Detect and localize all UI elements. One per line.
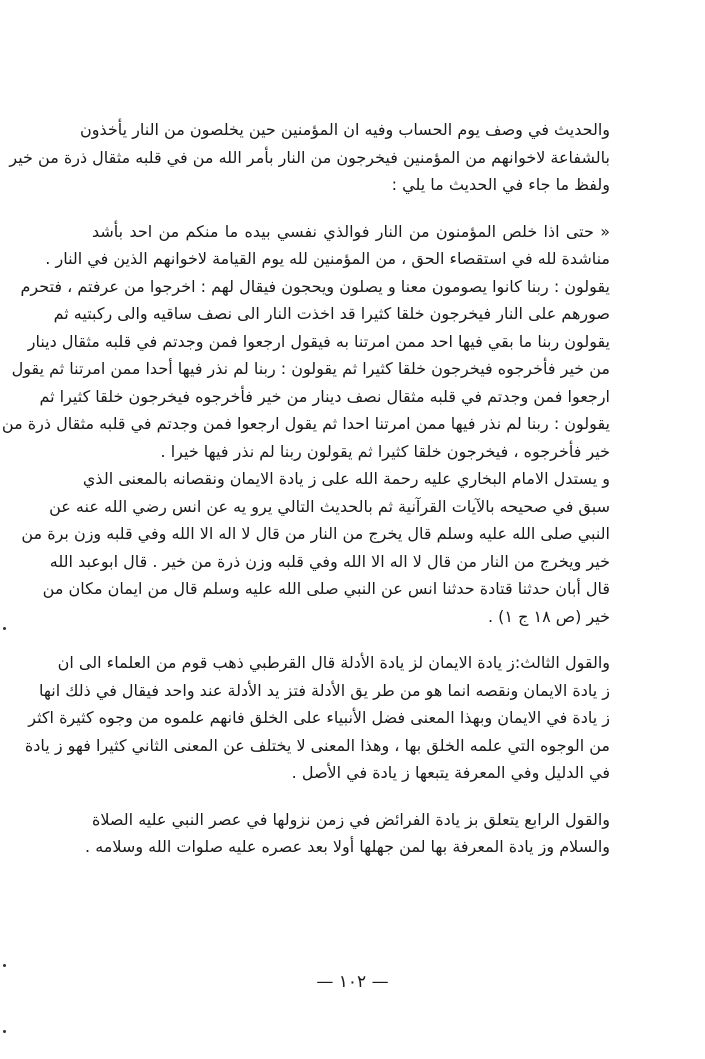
paragraph-5: [85, 806, 610, 861]
text-line: و يستدل الامام البخاري عليه رحمة الله على ز يادة الايمان ونقصانه بالمعنى الذي: [82, 469, 610, 488]
text-line: مناشدة لله في استقصاء الحق ، من المؤمنين لله يوم القيامة لاخوانهم الذين في النار .: [45, 249, 610, 268]
paragraph-3: [21, 465, 610, 630]
text-line: يقولون ربنا ما بقي فيها احد ممن امرتنا به فيقول ارجعوا فمن وجدتم في قلبه مثقال دينار: [27, 331, 610, 351]
paragraph-1: [9, 116, 610, 199]
paragraph-gap: [92, 630, 610, 649]
text-line: خير ويخرج من النار من قال لا اله الا الله وفي قلبه وزن ذرة من خير . قال ابوعبد الله: [49, 551, 610, 571]
text-line: يقولون : ربنا لم نذر فيها ممن امرتنا احدا ثم يقول ارجعوا فمن وجدتم في قلبه مثقال ذرة من: [1, 414, 610, 433]
text-line: ارجعوا فمن وجدتم في قلبه مثقال نصف دينار من خير فأخرجوه فيخرجون خلقا كثيرا ثم: [39, 386, 610, 406]
text-line: ز يادة الايمان ونقصه انما هو من طر يق الأدلة فتز يد الأدلة عند واحد فيقال في ذلك انها: [39, 680, 610, 700]
text-line: صورهم على النار فيخرجون خلقا كثيرا قد اخذت النار الى نصف ساقيه والى ركبتيه ثم: [53, 304, 610, 323]
text-line: ز يادة في الايمان وبهذا المعنى فضل الأنبياء على الخلق فانهم علموه من وجوه كثيرة اكثر: [28, 708, 610, 727]
scan-speck: [3, 627, 6, 630]
text-line: النبي صلى الله عليه وسلم قال يخرج من النار من قال لا اله الا الله وفي قلبه وزن برة من: [21, 524, 610, 543]
scan-speck: [3, 964, 6, 967]
text-line: قال أبان حدثنا قتادة حدثنا انس عن النبي صلى الله عليه وسلم قال من ايمان مكان من: [42, 579, 610, 598]
text-line: بالشفاعة لاخوانهم من المؤمنين فيخرجون من النار بأمر الله من في قلبه مثقال ذرة من خير: [9, 147, 610, 167]
text-line: خير (ص ١٨ ج ١) .: [487, 606, 610, 626]
text-line: من خير فأخرجوه فيخرجون خلقا كثيرا ثم يقولون : ربنا لم نذر فيها أحدا ممن امرتنا ثم يقول: [11, 359, 610, 378]
text-line: في الدليل وفي المعرفة يتبعها ز يادة في الأصل .: [291, 763, 610, 782]
text-line: يقولون : ربنا كانوا يصومون معنا و يصلون ويحجون فيقال لهم : اخرجوا من عرفتم ، فتحرم: [20, 276, 610, 296]
text-line: « حتى اذا خلص المؤمنون من النار فوالذي نفسي بيده ما منكم من احد بأشد: [92, 221, 610, 241]
text-line: والحديث في وصف يوم الحساب وفيه ان المؤمنين حين يخلصون من النار يأخذون: [80, 120, 610, 139]
paragraph-4: [24, 649, 610, 787]
text-line: خير فأخرجوه ، فيخرجون خلقا كثيرا ثم يقولون ربنا لم نذر فيها خيرا .: [160, 441, 610, 461]
paragraph-2-hadith: [1, 218, 610, 466]
text-line: والقول الثالث:ز يادة الايمان لز يادة الأدلة قال القرطبي ذهب قوم من العلماء الى ان: [57, 653, 610, 672]
text-line: ولفظ ما جاء في الحديث ما يلي :: [391, 175, 610, 194]
scan-speck: [3, 1030, 6, 1033]
paragraph-gap: [92, 787, 610, 806]
page-number: — ١٠٢ —: [316, 972, 389, 992]
text-line: من الوجوه التي علمه الخلق بها ، وهذا المعنى لا يختلف عن المعنى الثاني كثيرا فهو ز يادة: [24, 735, 610, 755]
text-line: والسلام وز يادة المعرفة بها لمن جهلها أولا بعد عصره عليه صلوات الله وسلامه .: [85, 837, 610, 856]
text-line: والقول الرابع يتعلق بز يادة الفرائض في زمن نزولها في عصر النبي عليه الصلاة: [92, 809, 610, 829]
document-body: [1, 116, 610, 861]
text-line: سبق في صحيحه بالآيات القرآنية ثم بالحديث التالي يرو يه عن انس رضي الله عنه عن: [49, 496, 610, 516]
paragraph-gap: [92, 199, 610, 218]
